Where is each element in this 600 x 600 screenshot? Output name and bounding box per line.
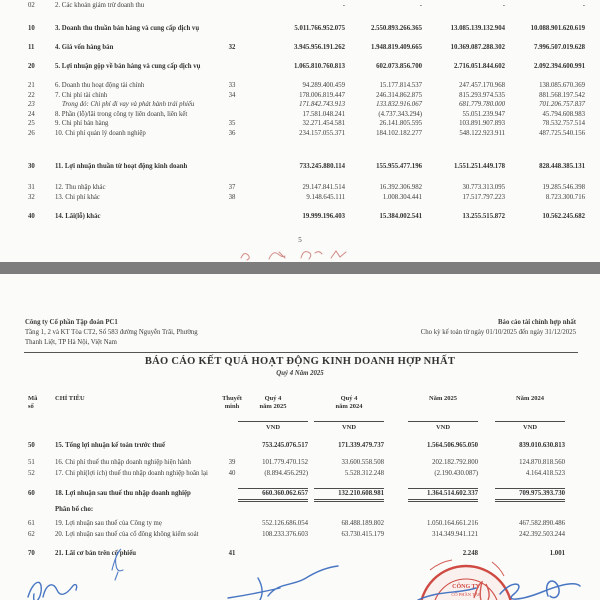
row-label: 10. Chi phí quản lý doanh nghiệp [55,129,146,137]
amount-q4-2025: (8.894.456.292) [264,470,308,477]
amount-q4-2024: 15.177.814.537 [379,82,422,89]
amount-q4-2024: 1.008.304.441 [382,194,422,201]
amount-year-2025: 2.248 [462,550,478,557]
amount-year-2025: - [502,2,505,9]
table-row [0,101,600,110]
row-label: 20. Lợi nhuận sau thuế của cổ đông không kiểm soát [55,531,199,538]
amount-year-2025: 314.349.941.121 [432,531,478,538]
amount-year-2025: 681.779.780.000 [459,101,505,108]
amount-year-2025: 1.551.251.449.178 [454,162,505,170]
amount-year-2025: (2.190.430.087) [434,470,478,477]
amount-year-2025: 103.891.907.893 [459,120,505,127]
amount-year-2024: 78.532.757.514 [542,120,585,127]
amount-year-2024: 467.582.890.486 [519,520,565,527]
row-label: Phân bổ cho: [55,506,94,513]
row-label: 13. Chi phí khác [55,194,100,201]
amount-q4-2024: 133.832.916.067 [376,101,422,108]
amount-year-2024: 19.285.546.398 [542,183,585,191]
income-statement-table-page5 [0,0,600,222]
note-reference: 34 [228,91,236,99]
row-code: 20 [28,63,35,70]
table-row [0,184,600,193]
table-row [0,194,600,203]
amount-q4-2025: 753.245.076.517 [262,442,308,449]
column-header-text: năm 2024 [335,403,363,410]
amount-year-2025: 13.255.515.872 [462,213,505,220]
amount-year-2024: 138.085.670.369 [539,82,585,89]
column-header-ma-so [28,395,37,411]
table-row [0,82,600,91]
amount-year-2024: 8.723.300.716 [545,194,585,201]
row-code: 24 [28,110,35,118]
column-header-text: số [28,403,34,410]
row-label: 15. Tổng lợi nhuận kế toán trước thuế [55,442,166,449]
column-header-text: CHỈ TIÊU [55,395,85,402]
row-code: 30 [28,162,35,170]
amount-q4-2025: 101.779.470.152 [262,459,308,466]
row-code: 50 [28,442,35,449]
company-stamp [420,560,512,600]
column-header-text: năm 2025 [259,403,287,410]
amount-q4-2025: 94.289.400.459 [302,82,345,89]
column-header-text: Quý 4 [340,395,358,402]
handwritten-red-annotation [235,246,350,262]
amount-year-2025: 1.564.506.965.050 [427,442,478,449]
table-row [0,490,600,499]
note-reference: 39 [228,459,236,466]
amount-year-2024: 828.448.385.131 [539,162,585,170]
amount-year-2024: 242.392.503.244 [519,531,565,538]
amount-year-2024: 701.206.757.837 [539,101,585,108]
company-address-line1: Tầng 1, 2 và KT Tòa CT2, Số 583 đường Nguyễn Trãi, Phường [25,329,198,336]
row-label: 19. Lợi nhuận sau thuế của Công ty mẹ [55,520,162,527]
amount-year-2024: 45.794.608.983 [542,110,585,118]
row-label: 21. Lãi cơ bản trên cổ phiếu [55,550,136,557]
amount-year-2024: 881.568.197.542 [539,91,585,99]
note-reference: 35 [228,120,236,127]
column-header-q4-2025 [238,395,308,411]
note-reference: 37 [228,183,236,191]
column-header-chi-tieu [55,395,85,403]
amount-year-2024: 1.001 [549,550,565,557]
table-row [0,442,600,451]
column-header-text: Thuyết [222,395,242,402]
column-header-text: Năm 2024 [516,395,544,402]
handwritten-blue-mark [112,549,123,580]
amount-year-2024: 7.996.507.019.628 [534,44,585,51]
currency-unit-label: VND [495,421,565,431]
amount-q4-2025: 733.245.880.114 [299,162,345,170]
amount-q4-2024: 33.600.558.508 [341,459,384,466]
table-row [0,25,600,34]
row-code: 52 [28,470,35,477]
amount-q4-2024: 5.528.312.248 [344,470,384,477]
amount-q4-2024: 26.141.805.595 [379,120,422,127]
amount-q4-2024: 155.955.477.196 [376,162,422,170]
amount-q4-2025: - [342,2,345,9]
report-header-block [421,318,576,338]
row-code: 62 [28,531,35,538]
column-header-text: Năm 2025 [429,395,457,402]
column-header-year-2024 [495,395,565,403]
amount-q4-2025: 19.999.196.403 [302,213,345,220]
row-label: 14. Lãi(lỗ) khác [55,213,101,220]
amount-year-2024: 839.010.630.813 [519,442,565,449]
row-code: 61 [28,520,35,527]
row-label: Trong đó: Chi phí đi vay và phát hành trái phiếu [62,101,195,108]
column-header-text: minh [224,403,240,410]
amount-q4-2024: 184.102.182.277 [376,129,422,137]
amount-q4-2024: 602.073.856.700 [376,63,422,70]
amount-q4-2024: 2.550.893.266.365 [371,25,422,32]
row-code: 31 [28,183,35,191]
currency-unit-row [0,421,600,433]
report-title: BÁO CÁO KẾT QUẢ HOẠT ĐỘNG KINH DOANH HỢP NHẤT [144,356,456,367]
table-row [0,2,600,11]
header-divider-line [24,352,578,353]
amount-q4-2024: 16.392.306.982 [379,183,422,191]
note-reference: 38 [228,194,236,201]
amount-q4-2025: 178.006.819.447 [299,91,345,99]
amount-year-2024: 487.725.540.156 [539,129,585,137]
row-label: 17. Chi phí(lợi ích) thuế thu nhập doanh nghiệp hoãn lại [55,470,208,477]
amount-year-2025: 1.050.164.661.216 [427,520,478,527]
amount-year-2025: 548.122.923.911 [459,129,505,137]
row-label: 7. Chi phí tài chính [55,91,108,99]
table-row [0,520,600,529]
row-code: 22 [28,91,35,99]
amount-year-2025: 55.051.239.947 [462,110,505,118]
table-row [0,44,600,53]
stamp-text-line1: CÔNG TY [452,584,480,590]
amount-q4-2025: 5.011.766.952.075 [294,25,345,32]
column-header-text: Mã [28,395,38,402]
allocation-subheading-row [0,506,600,515]
page-separator-bar [0,262,600,274]
signatures-and-stamp-area [0,540,600,600]
row-label: 18. Lợi nhuận sau thuế thu nhập doanh nghiệp [55,490,191,497]
amount-year-2025: 2.716.051.844.602 [454,63,505,70]
report-subtitle: Quý 4 Năm 2025 [276,370,324,377]
amount-q4-2024: - [419,2,422,9]
row-label: 8. Phần (lỗ)/lãi trong công ty liên doanh, liên kết [55,110,188,118]
row-label: 2. Các khoản giảm trừ doanh thu [55,2,145,9]
amount-q4-2024: 68.488.189.802 [341,520,384,527]
row-code: 11 [28,44,35,51]
company-name: Công ty Cổ phần Tập đoàn PC1 [25,319,118,326]
row-code: 40 [28,213,35,220]
amount-q4-2025: 108.233.376.603 [262,531,308,538]
table-row [0,130,600,139]
amount-q4-2025: 1.065.810.760.813 [294,63,345,70]
amount-year-2025: 202.182.792.800 [432,459,478,466]
amount-year-2024: 709.975.393.730 [495,488,565,502]
column-header-q4-2024 [314,395,384,411]
amount-q4-2025: 660.360.062.657 [238,488,308,502]
row-code: 60 [28,490,35,497]
table-row [0,63,600,72]
page-5-income-statement-continuation [0,0,600,262]
table-row [0,120,600,129]
table-row [0,459,600,468]
note-reference: 33 [228,82,236,89]
amount-year-2024: 124.870.818.560 [519,459,565,466]
column-header-text: Quý 4 [264,395,282,402]
company-header-block [25,318,198,348]
row-code: 26 [28,129,35,137]
amount-q4-2024: 171.339.479.737 [338,442,384,449]
row-code: 23 [28,101,35,108]
table-row [0,163,600,172]
signature-left [28,582,77,600]
table-row [0,470,600,479]
amount-q4-2025: 17.581.048.241 [302,110,345,118]
amount-year-2025: 247.457.170.968 [459,82,505,89]
row-code: 70 [28,550,35,557]
amount-year-2024: 10.562.245.682 [542,213,585,220]
amount-year-2025: 1.364.514.602.337 [408,488,478,502]
amount-year-2025: 17.517.797.223 [462,194,505,201]
amount-q4-2024: 132.210.608.981 [314,488,384,502]
amount-q4-2024: 1.948.819.409.665 [371,44,422,51]
amount-q4-2024: 63.730.415.179 [341,531,384,538]
row-code: 32 [28,194,35,201]
row-code: 51 [28,459,35,466]
currency-unit-label: VND [314,421,384,431]
note-reference: 32 [228,44,236,51]
report-type: Báo cáo tài chính hợp nhất [498,319,576,326]
amount-q4-2025: 171.842.743.913 [299,101,345,108]
page-number: 5 [298,236,302,244]
row-code: 21 [28,82,35,89]
amount-year-2024: - [582,2,585,9]
amount-q4-2024: 15.384.002.541 [379,213,422,220]
row-code: 02 [28,2,35,9]
amount-q4-2025: 9.148.645.111 [306,194,345,201]
report-period: Cho kỳ kế toán từ ngày 01/10/2025 đến ngày 31/12/2025 [420,329,576,336]
amount-q4-2025: 3.945.956.191.262 [294,44,345,51]
amount-q4-2025: 29.147.841.514 [302,183,345,191]
stamp-text-line2: CỔ PHẦN TẬP [451,592,481,597]
amount-year-2025: 815.293.974.535 [459,91,505,99]
note-reference: 41 [228,550,236,557]
row-label: 6. Doanh thu hoạt động tài chính [55,82,145,89]
amount-q4-2024: (4.737.343.294) [378,110,422,118]
amount-q4-2024: 246.314.862.875 [376,91,422,99]
row-label: 11. Lợi nhuận thuần từ hoạt động kinh doanh [55,162,188,170]
row-label: 16. Chi phí thuế thu nhập doanh nghiệp hiện hành [55,459,191,466]
row-label: 9. Chi phí bán hàng [55,120,109,127]
row-code: 25 [28,120,35,127]
row-label: 12. Thu nhập khác [55,183,106,191]
amount-year-2025: 10.369.087.288.302 [450,44,505,51]
amount-year-2025: 30.773.313.095 [462,183,505,191]
row-code: 10 [28,25,35,32]
amount-q4-2025: 552.126.686.054 [262,520,308,527]
signature-middle [228,566,338,600]
amount-year-2024: 2.092.394.600.991 [534,63,585,70]
company-address-line2: Thanh Liệt, TP Hà Nội, Việt Nam [25,339,117,346]
currency-unit-label: VND [238,421,308,431]
note-reference: 40 [228,470,236,477]
amount-year-2024: 10.088.901.620.619 [530,25,585,32]
row-label: 5. Lợi nhuận gộp về bán hàng và cung cấp dịch vụ [55,63,201,70]
amount-year-2025: 13.085.139.132.904 [450,25,505,32]
table-row [0,92,600,101]
row-label: 3. Doanh thu thuần bán hàng và cung cấp dịch vụ [55,25,200,32]
amount-year-2024: 4.164.418.523 [525,470,565,477]
currency-unit-label: VND [408,421,478,431]
note-reference: 36 [228,129,236,137]
table-row [0,111,600,120]
column-header-year-2025 [408,395,478,403]
table-row [0,531,600,540]
amount-q4-2025: 234.157.055.371 [299,129,345,137]
row-label: 4. Giá vốn hàng bán [55,44,114,51]
amount-q4-2025: 32.271.454.581 [302,120,345,127]
table-row [0,213,600,222]
